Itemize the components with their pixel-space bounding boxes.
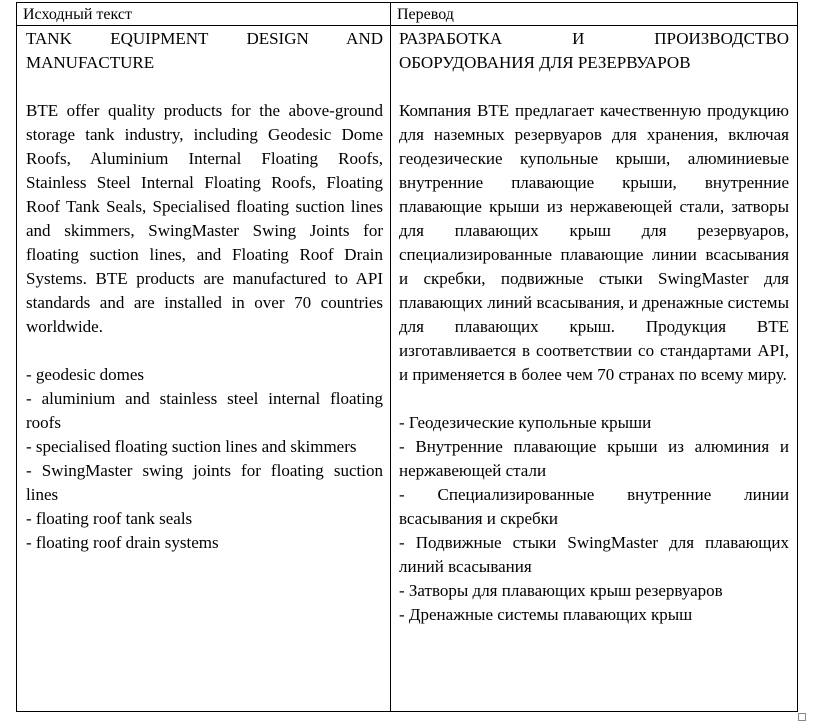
source-paragraph: BTE offer quality products for the above-ground storage tank industry, including Geodesic Dome Roofs, Aluminium Internal Floating Roofs, Stainless Steel Internal Floating Roofs, Floating Roof Tank Seals, Specialised floating suction lines and skimmers, SwingMaster Swing Joints for floating suction lines, and Floating Roof Drain Systems. BTE products are manufactured to API standards and are installed in over 70 countries worldwide. [26, 101, 383, 336]
translation-table [16, 2, 798, 712]
list-item: - Внутренние плавающие крыши из алюминия и нержавеющей стали [399, 437, 789, 480]
list-item: - Геодезические купольные крыши [399, 413, 652, 432]
translation-title: РАЗРАБОТКА И ПРОИЗВОДСТВО ОБОРУДОВАНИЯ ДЛЯ РЕЗЕРВУАРОВ [399, 29, 789, 72]
source-title: TANK EQUIPMENT DESIGN AND MANUFACTURE [26, 29, 383, 72]
translation-cell[interactable] [399, 27, 789, 627]
header-divider [17, 25, 797, 26]
list-item: - floating roof tank seals [26, 509, 193, 528]
list-item: - Затворы для плавающих крыш резервуаров [399, 581, 723, 600]
column-divider [390, 3, 391, 711]
header-translation: Перевод [397, 6, 454, 23]
list-item: - Специализированные внутренние линии всасывания и скребки [399, 485, 789, 528]
list-item: - specialised floating suction lines and skimmers [26, 437, 357, 456]
table-resize-handle[interactable] [798, 713, 806, 721]
list-item: - aluminium and stainless steel internal floating roofs [26, 389, 383, 432]
source-cell[interactable] [26, 27, 383, 555]
list-item: - SwingMaster swing joints for floating suction lines [26, 461, 383, 504]
translation-paragraph: Компания BTE предлагает качественную продукцию для наземных резервуаров для хранения, включая геодезические купольные крыши, алюминиевые внутренние плавающие крыши, внутренние плавающие крыши из нержавеющей стали, затворы для плавающих крыш для резервуаров, специализированные плавающие линии всасывания и скребки, подвижные стыки SwingMaster для плавающих линий всасывания, и дренажные системы для плавающих крыш. Продукция BTE изготавливается в соответствии со стандартами API, и применяется в более чем 70 странах по всему миру. [399, 101, 789, 384]
list-item: - floating roof drain systems [26, 533, 219, 552]
list-item: - geodesic domes [26, 365, 145, 384]
list-item: - Подвижные стыки SwingMaster для плавающих линий всасывания [399, 533, 789, 576]
list-item: - Дренажные системы плавающих крыш [399, 605, 693, 624]
header-source: Исходный текст [23, 6, 132, 23]
